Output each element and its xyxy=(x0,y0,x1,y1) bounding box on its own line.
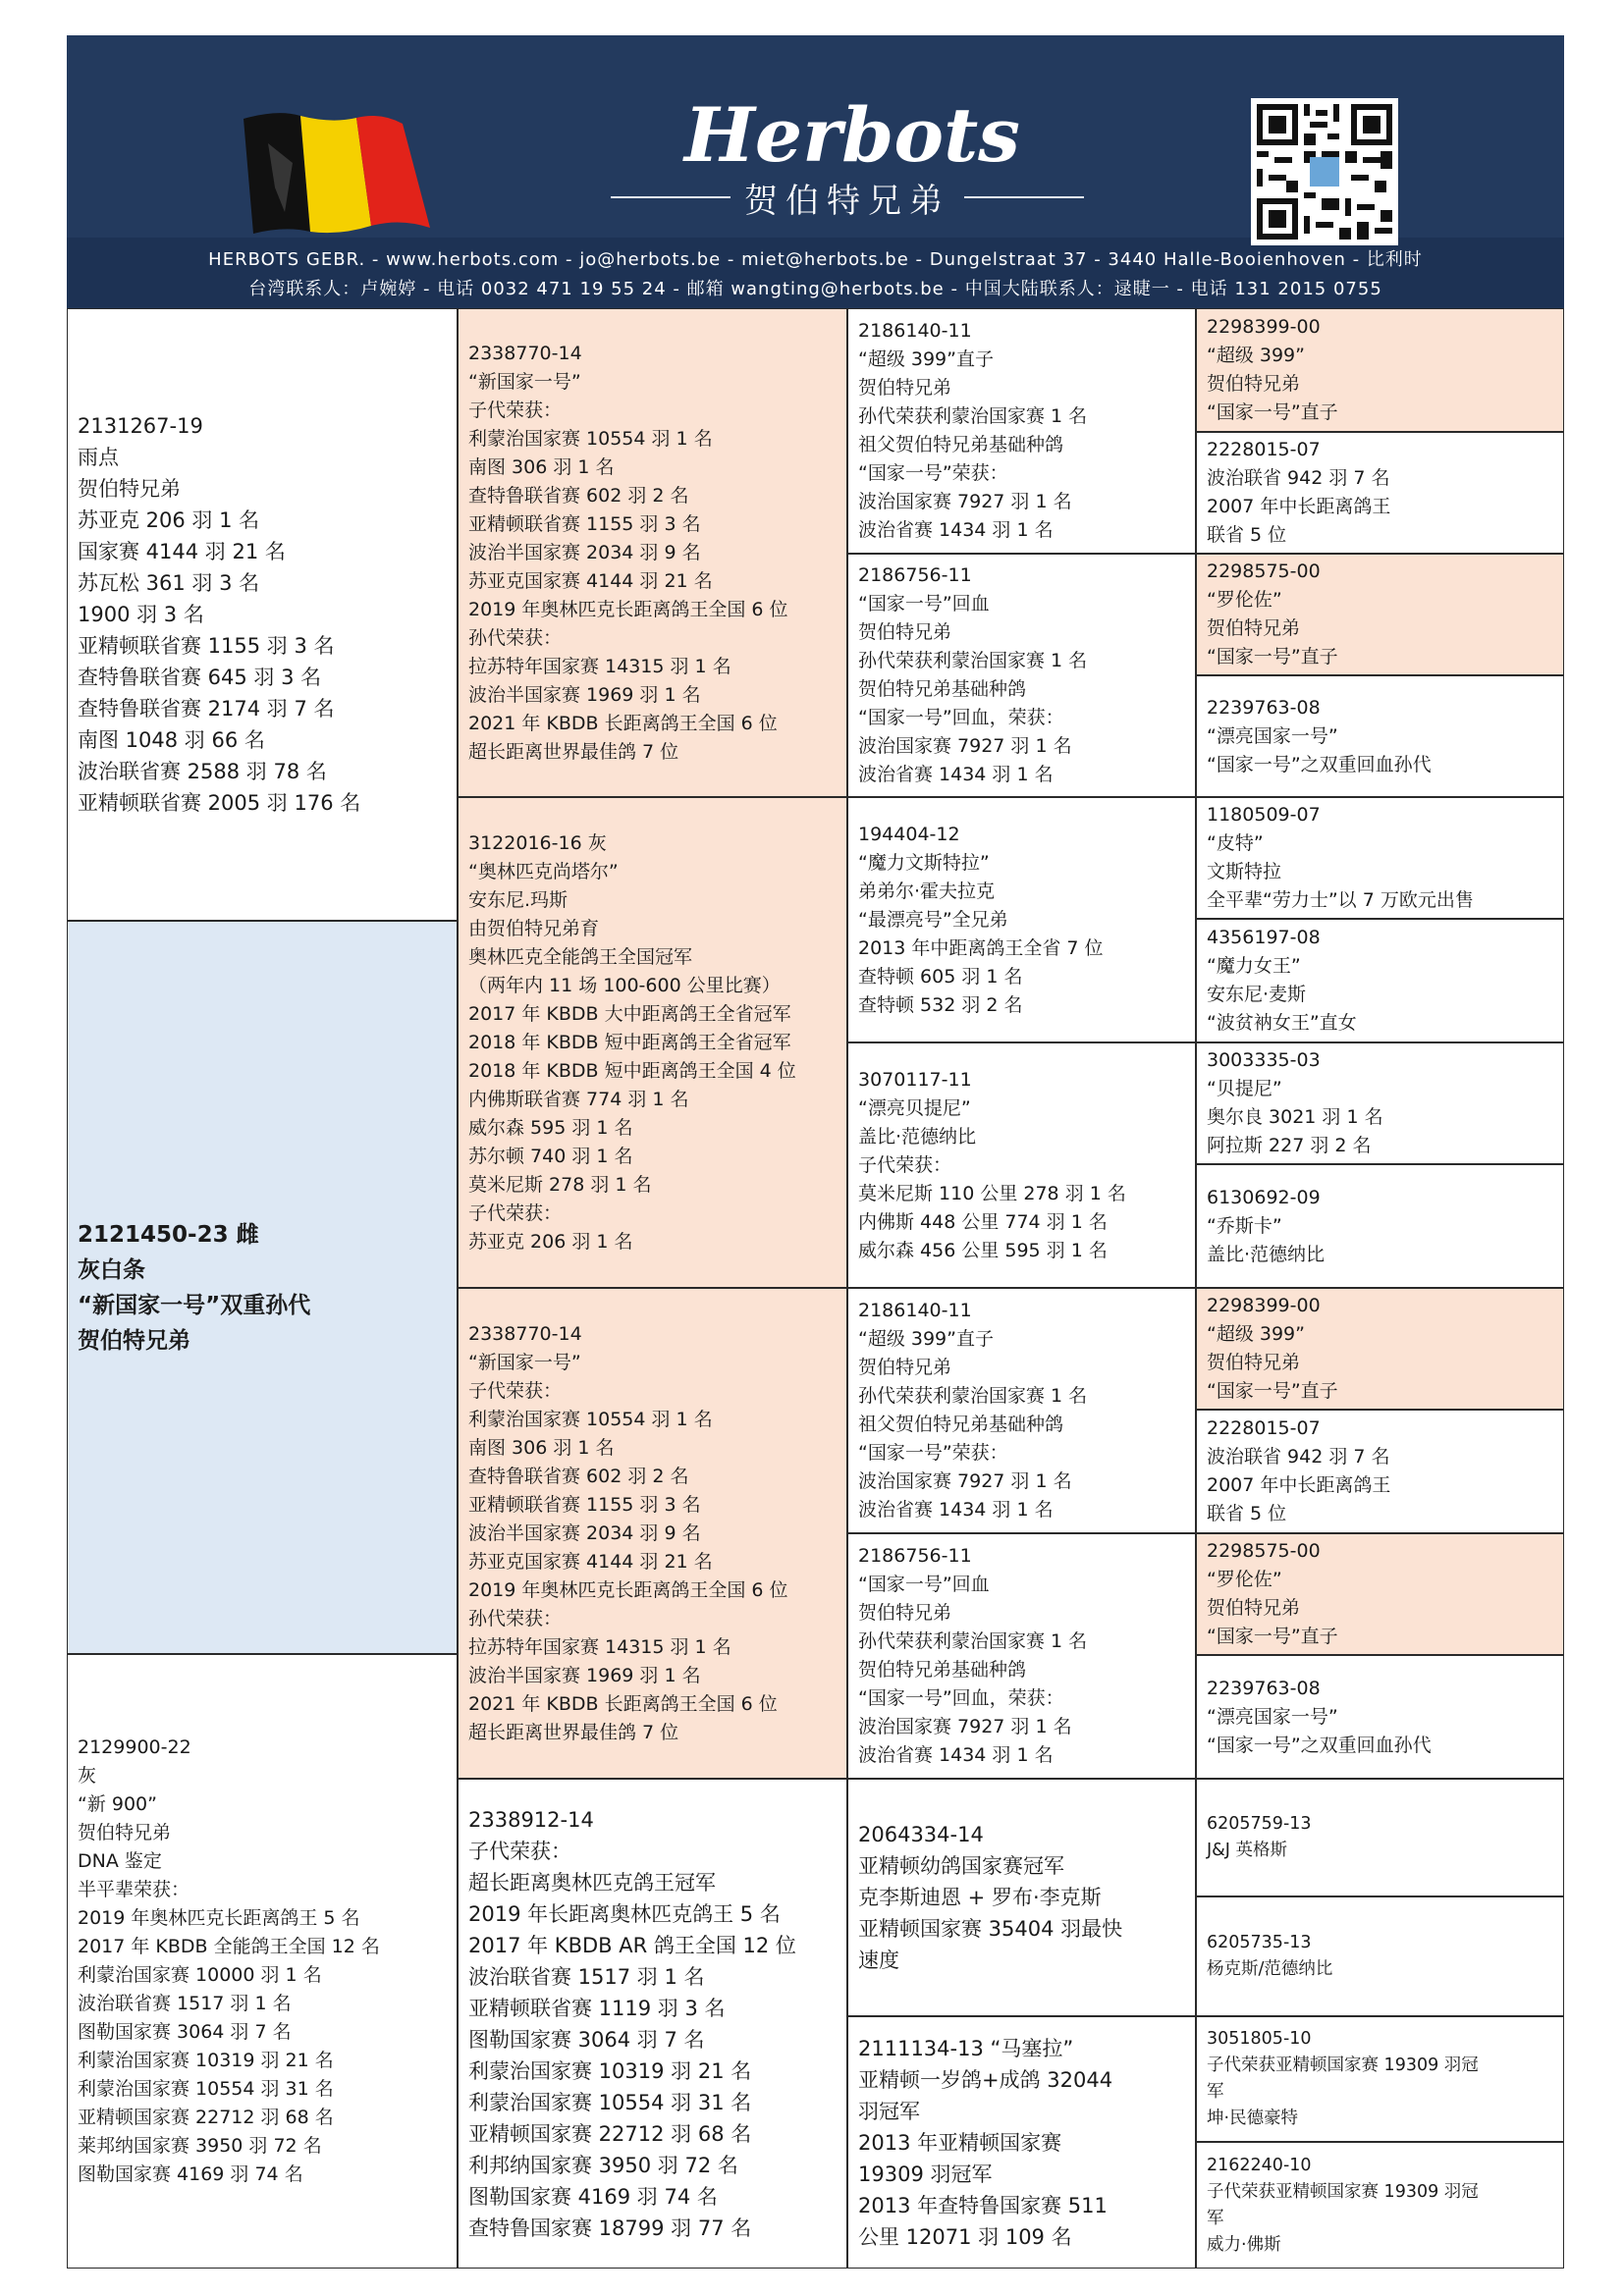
pedigree-line: 波治国家赛 7927 羽 1 名 xyxy=(858,1470,1072,1492)
pedigree-line: 2019 年长距离奥林匹克鸽王 5 名 xyxy=(468,1901,781,1926)
pedigree-line: 贺伯特兄弟 xyxy=(858,1602,952,1624)
pedigree-line: “国家一号”回血，荣获： xyxy=(858,707,1064,728)
subtitle-rule-left xyxy=(611,196,731,198)
great-grandparent-cell xyxy=(847,797,1196,1042)
pedigree-line: 亚精顿一岁鸽+成鸽 32044 xyxy=(858,2067,1113,2092)
pedigree-line: 2298399-00 xyxy=(1207,316,1321,338)
brand-subtitle xyxy=(597,173,1098,222)
ancestor-cell-text xyxy=(1207,1292,1553,1406)
pedigree-line: “新国家一号” xyxy=(468,370,581,393)
ancestor-cell-text xyxy=(1207,1675,1553,1760)
pedigree-line: 2186756-11 xyxy=(858,564,972,586)
pedigree-line: 内佛斯 448 公里 774 羽 1 名 xyxy=(858,1210,1108,1233)
pedigree-line: 19309 羽冠军 xyxy=(858,2162,993,2186)
pedigree-line: 图勒国家赛 4169 羽 74 名 xyxy=(468,2184,718,2209)
ancestor-cell-text xyxy=(1207,558,1553,671)
pedigree-line: 2111134-13 “马塞拉” xyxy=(858,2036,1074,2060)
pedigree-line: 利蒙治国家赛 10319 羽 21 名 xyxy=(78,2050,334,2071)
pedigree-line: 查特顿 532 羽 2 名 xyxy=(858,993,1023,1016)
pedigree-line: 查特鲁联省赛 602 羽 2 名 xyxy=(468,1465,689,1487)
pedigree-line: 莫米尼斯 110 公里 278 羽 1 名 xyxy=(858,1182,1126,1204)
pedigree-line: “超级 399” xyxy=(1207,345,1305,366)
pedigree-line: 查特鲁联省赛 602 羽 2 名 xyxy=(468,484,689,507)
pedigree-line: 贺伯特兄弟 xyxy=(1207,373,1301,395)
pedigree-line: 超长距离世界最佳鸽 7 位 xyxy=(468,1721,679,1743)
pedigree-line: 内佛斯联省赛 774 羽 1 名 xyxy=(468,1088,689,1110)
pedigree-line: “国家一号”直子 xyxy=(1207,646,1338,667)
pedigree-line: 6205735-13 xyxy=(1207,1933,1312,1952)
great-grandparent-cell xyxy=(847,1779,1196,2016)
great-grandparent-cell xyxy=(847,1042,1196,1288)
pedigree-line: 莱邦纳国家赛 3950 羽 72 名 xyxy=(78,2135,322,2157)
pedigree-line: 奥尔良 3021 羽 1 名 xyxy=(1207,1106,1383,1128)
grandparent-cell xyxy=(458,797,847,1288)
pedigree-line: 盖比·范德纳比 xyxy=(1207,1243,1326,1265)
pedigree-line: 波治省赛 1434 羽 1 名 xyxy=(858,519,1054,541)
pedigree-line: 查特鲁国家赛 18799 羽 77 名 xyxy=(468,2216,752,2240)
pedigree-line: “乔斯卡” xyxy=(1207,1214,1282,1237)
pedigree-line: 2021 年 KBDB 长距离鸽王全国 6 位 xyxy=(468,1692,778,1715)
pedigree-line: 波治联省赛 1517 羽 1 名 xyxy=(468,1964,705,1989)
pedigree-line: 拉苏特年国家赛 14315 羽 1 名 xyxy=(468,1635,731,1658)
great-grandparent-cell xyxy=(847,2016,1196,2269)
pedigree-line: 威尔森 595 羽 1 名 xyxy=(468,1116,633,1139)
great-grandparent-cell-text xyxy=(858,317,1185,545)
pedigree-line: 2021 年 KBDB 长距离鸽王全国 6 位 xyxy=(468,712,778,734)
pedigree-line: 图勒国家赛 4169 羽 74 名 xyxy=(78,2163,303,2185)
pedigree-line: 6130692-09 xyxy=(1207,1186,1321,1208)
grandparent-cell-text xyxy=(468,1320,837,1747)
ancestor-cell xyxy=(1196,2142,1564,2269)
pedigree-line: 2007 年中长距离鸽王 xyxy=(1207,1474,1391,1496)
ancestor-cell-text xyxy=(1207,436,1553,550)
contact-line-1: HERBOTS GEBR. - www.herbots.com - jo@herbots.be - miet@herbots.be - Dungelstraat 37 - 3440 Halle-Booienhoven - 比利时 xyxy=(208,249,1423,270)
pedigree-line: “国家一号”之双重回血孙代 xyxy=(1207,1734,1432,1756)
sire-cell xyxy=(67,308,458,921)
pedigree-line: 波治半国家赛 1969 羽 1 名 xyxy=(468,1664,701,1686)
pedigree-line: 半平辈荣获： xyxy=(78,1879,190,1900)
ancestor-cell xyxy=(1196,2016,1564,2142)
pedigree-line: 亚精顿国家赛 35404 羽最快 xyxy=(858,1917,1123,1941)
pedigree-line: 苏瓦松 361 羽 3 名 xyxy=(78,571,260,595)
pedigree-line: 安东尼·麦斯 xyxy=(1207,984,1307,1005)
pedigree-line: 亚精顿联省赛 2005 羽 176 名 xyxy=(78,791,361,815)
pedigree-line: 威力·佛斯 xyxy=(1207,2234,1281,2255)
pedigree-line: 2186140-11 xyxy=(858,320,972,342)
pedigree-line: 2013 年亚精顿国家赛 xyxy=(858,2130,1062,2155)
pedigree-line: 全平辈“劳力士”以 7 万欧元出售 xyxy=(1207,889,1474,911)
pedigree-line: 阿拉斯 227 羽 2 名 xyxy=(1207,1135,1372,1156)
pedigree-line: 子代荣获： xyxy=(468,1201,563,1224)
pedigree-line: 2338770-14 xyxy=(468,342,582,364)
pedigree-line: 波治国家赛 7927 羽 1 名 xyxy=(858,491,1072,512)
pedigree-line: 2018 年 KBDB 短中距离鸽王全省冠军 xyxy=(468,1031,791,1053)
pedigree-line: 查特鲁联省赛 645 羽 3 名 xyxy=(78,666,322,689)
pedigree-line: 1180509-07 xyxy=(1207,804,1321,826)
pedigree-line: 贺伯特兄弟 xyxy=(1207,1352,1301,1373)
pedigree-line: “国家一号”直子 xyxy=(1207,1380,1338,1402)
pedigree-line: 弟弟尔·霍夫拉克 xyxy=(858,880,996,902)
pedigree-line: “漂亮国家一号” xyxy=(1207,724,1338,747)
pedigree-line: 拉苏特年国家赛 14315 羽 1 名 xyxy=(468,655,731,677)
pedigree-line: 图勒国家赛 3064 羽 7 名 xyxy=(78,2021,292,2043)
grandparent-cell-text xyxy=(468,1804,837,2244)
pedigree-line: DNA 鉴定 xyxy=(78,1850,162,1872)
ancestor-cell xyxy=(1196,308,1564,432)
pedigree-line: 羽冠军 xyxy=(858,2099,920,2123)
ancestor-cell-text xyxy=(1207,2026,1553,2132)
pedigree-line: 利蒙治国家赛 10319 羽 21 名 xyxy=(468,2058,752,2083)
pedigree-line: 祖父贺伯特兄弟基础种鸽 xyxy=(858,1414,1064,1435)
pedigree-line: 波治半国家赛 1969 羽 1 名 xyxy=(468,683,701,706)
pedigree-line: 2228015-07 xyxy=(1207,439,1321,460)
pedigree-line: “波贫衲女王”直女 xyxy=(1207,1012,1357,1034)
pedigree-line: 波治半国家赛 2034 羽 9 名 xyxy=(468,541,701,563)
dam-cell xyxy=(67,1654,458,2269)
pedigree-line: 2186756-11 xyxy=(858,1545,972,1567)
brand-text: Herbots xyxy=(684,91,1020,179)
grandparent-cell xyxy=(458,1779,847,2269)
pedigree-line: “漂亮国家一号” xyxy=(1207,1705,1338,1728)
pedigree-line: 亚精顿联省赛 1119 羽 3 名 xyxy=(468,1996,726,2020)
pedigree-line: 波治国家赛 7927 羽 1 名 xyxy=(858,1716,1072,1737)
great-grandparent-cell xyxy=(847,308,1196,554)
ancestor-cell xyxy=(1196,1410,1564,1533)
pedigree-line: 3122016-16 灰 xyxy=(468,831,607,854)
pedigree-line: 2064334-14 xyxy=(858,1823,984,1846)
pedigree-line: 安东尼.玛斯 xyxy=(468,888,568,911)
pedigree-line: 孙代荣获： xyxy=(468,1607,563,1629)
ancestor-cell-text xyxy=(1207,2153,1553,2259)
pedigree-line: “国家一号”荣获： xyxy=(858,462,1008,484)
pedigree-line: 盖比·范德纳比 xyxy=(858,1125,977,1148)
grandparent-cell xyxy=(458,1288,847,1779)
pedigree-line: J&J 英格斯 xyxy=(1207,1841,1288,1860)
pedigree-line: 杨克斯/范德纳比 xyxy=(1207,1959,1333,1979)
pedigree-line: 2013 年查特鲁国家赛 511 xyxy=(858,2193,1108,2217)
pedigree-line: 2131267-19 xyxy=(78,414,203,438)
grandparent-cell-text xyxy=(468,829,837,1256)
pedigree-line: “罗伦佐” xyxy=(1207,589,1282,611)
pedigree-line: 查特顿 605 羽 1 名 xyxy=(858,965,1023,988)
pedigree-line: 南图 1048 羽 66 名 xyxy=(78,728,265,752)
subject-cell xyxy=(67,921,458,1654)
pedigree-line: 军 xyxy=(1207,2208,1224,2228)
subtitle-rule-right xyxy=(964,196,1084,198)
pedigree-line: （两年内 11 场 100-600 公里比赛） xyxy=(468,974,781,996)
pedigree-line: “奥林匹克尚塔尔” xyxy=(468,860,619,882)
pedigree-line: 亚精顿幼鸽国家赛冠军 xyxy=(858,1854,1064,1878)
pedigree-line: 4356197-08 xyxy=(1207,927,1321,948)
pedigree-line: 波治半国家赛 2034 羽 9 名 xyxy=(468,1522,701,1544)
pedigree-line: 2019 年奥林匹克长距离鸽王 5 名 xyxy=(78,1907,360,1929)
pedigree-line: 由贺伯特兄弟育 xyxy=(468,917,600,939)
great-grandparent-cell xyxy=(847,1533,1196,1779)
pedigree-line: 2017 年 KBDB 大中距离鸽王全省冠军 xyxy=(468,1002,791,1025)
pedigree-line: 贺伯特兄弟 xyxy=(78,477,181,501)
ancestor-cell-text xyxy=(1207,1537,1553,1651)
great-grandparent-cell-text xyxy=(858,1066,1185,1265)
pedigree-line: 2239763-08 xyxy=(1207,1677,1321,1699)
pedigree-line: 利蒙治国家赛 10000 羽 1 名 xyxy=(78,1964,322,1986)
great-grandparent-cell-text xyxy=(858,2033,1185,2253)
pedigree-line: 克李斯迪恩 + 罗布·李克斯 xyxy=(858,1886,1102,1909)
ancestor-cell-text xyxy=(1207,801,1553,915)
pedigree-line: 贺伯特兄弟 xyxy=(858,1357,952,1378)
contact-line-2: 台湾联系人：卢婉婷 - 电话 0032 471 19 55 24 - 邮箱 wangting@herbots.be - 中国大陆联系人：逯睫一 - 电话 131 2015 0755 xyxy=(248,279,1382,299)
pedigree-line: 1900 羽 3 名 xyxy=(78,603,204,626)
sire-cell-text xyxy=(78,410,447,819)
pedigree-line: “国家一号”之双重回血孙代 xyxy=(1207,753,1432,775)
pedigree-line: 波治国家赛 7927 羽 1 名 xyxy=(858,735,1072,757)
ancestor-cell xyxy=(1196,1164,1564,1288)
pedigree-line: 子代荣获亚精顿国家赛 19309 羽冠 xyxy=(1207,2056,1479,2075)
pedigree-line: 利蒙治国家赛 10554 羽 31 名 xyxy=(78,2078,334,2100)
ancestor-cell-text xyxy=(1207,924,1553,1038)
pedigree-line: 贺伯特兄弟 xyxy=(858,377,952,399)
ancestor-cell xyxy=(1196,1288,1564,1410)
ancestor-cell xyxy=(1196,554,1564,675)
pedigree-line: 亚精顿国家赛 22712 羽 68 名 xyxy=(468,2121,752,2146)
pedigree-line: 利蒙治国家赛 10554 羽 1 名 xyxy=(468,1408,713,1430)
pedigree-line: “国家一号”回血，荣获： xyxy=(858,1687,1064,1709)
pedigree-line: 波治联省 942 羽 7 名 xyxy=(1207,467,1390,489)
pedigree-line: 2338770-14 xyxy=(468,1322,582,1345)
header-banner xyxy=(67,35,1564,308)
pedigree-line: 2017 年 KBDB AR 鸽王全国 12 位 xyxy=(468,1933,796,1957)
pedigree-line: 贺伯特兄弟基础种鸽 xyxy=(858,678,1027,700)
pedigree-line: 子代荣获： xyxy=(468,1839,571,1863)
pedigree-line: 2228015-07 xyxy=(1207,1417,1321,1439)
pedigree-line: 贺伯特兄弟 xyxy=(1207,1597,1301,1619)
pedigree-line: 利蒙治国家赛 10554 羽 1 名 xyxy=(468,427,713,450)
pedigree-line: 2298575-00 xyxy=(1207,561,1321,582)
ancestor-cell-text xyxy=(1207,1184,1553,1269)
pedigree-line: “新 900” xyxy=(78,1793,157,1815)
pedigree-line: 孙代荣获利蒙治国家赛 1 名 xyxy=(858,405,1088,427)
pedigree-line: “皮特” xyxy=(1207,832,1264,854)
qr-code-icon[interactable] xyxy=(1251,98,1398,245)
pedigree-line: 祖父贺伯特兄弟基础种鸽 xyxy=(858,434,1064,455)
ancestor-cell xyxy=(1196,1896,1564,2016)
pedigree-line: 贺伯特兄弟基础种鸽 xyxy=(858,1659,1027,1681)
pedigree-line: 苏亚克国家赛 4144 羽 21 名 xyxy=(468,1550,713,1573)
pedigree-line: 亚精顿联省赛 1155 羽 3 名 xyxy=(468,512,701,535)
dam-cell-text xyxy=(78,1734,447,2189)
pedigree-line: 文斯特拉 xyxy=(1207,861,1282,882)
pedigree-line: 子代荣获亚精顿国家赛 19309 羽冠 xyxy=(1207,2181,1479,2202)
ancestor-cell-text xyxy=(1207,1811,1553,1864)
great-grandparent-cell-text xyxy=(858,1542,1185,1770)
pedigree-line: 联省 5 位 xyxy=(1207,1503,1287,1524)
pedigree-line: 孙代荣获： xyxy=(468,626,563,649)
ancestor-cell xyxy=(1196,1655,1564,1779)
pedigree-line: “国家一号”直子 xyxy=(1207,1626,1338,1647)
ancestor-cell-text xyxy=(1207,1930,1553,1983)
pedigree-line: 波治省赛 1434 羽 1 名 xyxy=(858,1499,1054,1521)
pedigree-line: 波治联省 942 羽 7 名 xyxy=(1207,1446,1390,1468)
belgian-flag-logo xyxy=(224,104,460,241)
pedigree-line: 2186140-11 xyxy=(858,1300,972,1321)
ancestor-cell xyxy=(1196,1533,1564,1655)
pedigree-line: 2129900-22 xyxy=(78,1736,191,1758)
great-grandparent-cell xyxy=(847,1288,1196,1533)
ancestor-cell xyxy=(1196,1042,1564,1164)
pedigree-line: 超长距离奥林匹克鸽王冠军 xyxy=(468,1870,716,1895)
pedigree-line: 奥林匹克全能鸽王全国冠军 xyxy=(468,945,693,968)
pedigree-line: 2017 年 KBDB 全能鸽王全国 12 名 xyxy=(78,1936,380,1957)
great-grandparent-cell-text xyxy=(858,561,1185,789)
pedigree-line: 孙代荣获利蒙治国家赛 1 名 xyxy=(858,1630,1088,1652)
pedigree-line: “超级 399”直子 xyxy=(858,348,994,370)
pedigree-line: 雨点 xyxy=(78,446,119,469)
great-grandparent-cell xyxy=(847,554,1196,797)
pedigree-line: “罗伦佐” xyxy=(1207,1569,1282,1590)
pedigree-line: “超级 399”直子 xyxy=(858,1328,994,1350)
great-grandparent-cell-text xyxy=(858,1297,1185,1524)
pedigree-line: 2298575-00 xyxy=(1207,1540,1321,1562)
herbots-logo xyxy=(636,84,1068,183)
ancestor-cell-text xyxy=(1207,1415,1553,1528)
pedigree-line: “国家一号”回血 xyxy=(858,1574,990,1595)
pedigree-line: 子代荣获： xyxy=(858,1153,952,1176)
ancestor-cell-text xyxy=(1207,1046,1553,1160)
pedigree-line: “新国家一号”双重孙代 xyxy=(78,1292,311,1318)
pedigree-line: 波治联省赛 1517 羽 1 名 xyxy=(78,1993,292,2014)
pedigree-line: 亚精顿联省赛 1155 羽 3 名 xyxy=(468,1493,701,1516)
pedigree-line: “魔力女王” xyxy=(1207,955,1301,977)
pedigree-line: 贺伯特兄弟 xyxy=(78,1822,172,1843)
pedigree-line: 子代荣获： xyxy=(468,399,563,421)
pedigree-line: 3051805-10 xyxy=(1207,2029,1312,2049)
pedigree-line: 灰白条 xyxy=(78,1256,145,1283)
pedigree-line: 贺伯特兄弟 xyxy=(78,1327,190,1354)
pedigree-line: 贺伯特兄弟 xyxy=(858,621,952,643)
pedigree-line: “国家一号”回血 xyxy=(858,593,990,614)
pedigree-line: 苏尔顿 740 羽 1 名 xyxy=(468,1145,633,1167)
pedigree-line: 2007 年中长距离鸽王 xyxy=(1207,496,1391,517)
pedigree-line: 贺伯特兄弟 xyxy=(1207,617,1301,639)
pedigree-line: “国家一号”直子 xyxy=(1207,401,1338,423)
ancestor-cell-text xyxy=(1207,313,1553,427)
pedigree-line: 公里 12071 羽 109 名 xyxy=(858,2224,1072,2249)
pedigree-line: “魔力文斯特拉” xyxy=(858,851,990,874)
pedigree-line: 灰 xyxy=(78,1765,97,1787)
pedigree-line: “国家一号”荣获： xyxy=(858,1442,1008,1464)
pedigree-line: 莫米尼斯 278 羽 1 名 xyxy=(468,1173,652,1196)
pedigree-line: 2338912-14 xyxy=(468,1807,594,1832)
ancestor-cell xyxy=(1196,675,1564,797)
ancestor-cell xyxy=(1196,432,1564,554)
pedigree-line: 波治省赛 1434 羽 1 名 xyxy=(858,764,1054,785)
pedigree-line: 3070117-11 xyxy=(858,1068,972,1091)
grandparent-cell xyxy=(458,308,847,797)
pedigree-line: 2239763-08 xyxy=(1207,696,1321,719)
pedigree-line: 苏亚克 206 羽 1 名 xyxy=(78,508,260,532)
pedigree-line: 苏亚克国家赛 4144 羽 21 名 xyxy=(468,569,713,592)
pedigree-line: “贝提尼” xyxy=(1207,1078,1282,1099)
pedigree-line: 国家赛 4144 羽 21 名 xyxy=(78,540,286,563)
pedigree-line: “最漂亮号”全兄弟 xyxy=(858,908,1008,931)
pedigree-line: 利邦纳国家赛 3950 羽 72 名 xyxy=(468,2153,738,2177)
pedigree-line: 南图 306 羽 1 名 xyxy=(468,1436,615,1459)
pedigree-line: 孙代荣获利蒙治国家赛 1 名 xyxy=(858,650,1088,671)
great-grandparent-cell-text xyxy=(858,1819,1185,1976)
pedigree-line: 2019 年奥林匹克长距离鸽王全国 6 位 xyxy=(468,598,788,620)
ancestor-cell xyxy=(1196,797,1564,919)
pedigree-line: 2298399-00 xyxy=(1207,1295,1321,1316)
ancestor-cell xyxy=(1196,1779,1564,1896)
pedigree-line: “超级 399” xyxy=(1207,1323,1305,1345)
pedigree-line: 孙代荣获利蒙治国家赛 1 名 xyxy=(858,1385,1088,1407)
ancestor-cell-text xyxy=(1207,694,1553,779)
pedigree-line: 军 xyxy=(1207,2082,1224,2102)
pedigree-line: 子代荣获： xyxy=(468,1379,563,1402)
pedigree-line: 威尔森 456 公里 595 羽 1 名 xyxy=(858,1239,1108,1261)
pedigree-line: 苏亚克 206 羽 1 名 xyxy=(468,1230,633,1253)
pedigree-line: 波治省赛 1434 羽 1 名 xyxy=(858,1744,1054,1766)
pedigree-line: 2019 年奥林匹克长距离鸽王全国 6 位 xyxy=(468,1578,788,1601)
pedigree-line: 波治联省赛 2588 羽 78 名 xyxy=(78,760,327,783)
great-grandparent-cell-text xyxy=(858,821,1185,1020)
pedigree-line: 速度 xyxy=(858,1949,899,1972)
pedigree-line: 查特鲁联省赛 2174 羽 7 名 xyxy=(78,697,335,721)
pedigree-line: 亚精顿联省赛 1155 羽 3 名 xyxy=(78,634,335,658)
pedigree-line: “新国家一号” xyxy=(468,1351,581,1373)
ancestor-cell xyxy=(1196,919,1564,1042)
pedigree-line: 2121450-23 雌 xyxy=(78,1221,259,1248)
pedigree-line: 图勒国家赛 3064 羽 7 名 xyxy=(468,2027,705,2052)
pedigree-line: 超长距离世界最佳鸽 7 位 xyxy=(468,740,679,763)
pedigree-line: 2013 年中距离鸽王全省 7 位 xyxy=(858,936,1104,959)
pedigree-line: 南图 306 羽 1 名 xyxy=(468,455,615,478)
subject-cell-text xyxy=(78,1217,447,1359)
pedigree-line: 3003335-03 xyxy=(1207,1049,1321,1071)
pedigree-line: 利蒙治国家赛 10554 羽 31 名 xyxy=(468,2090,752,2114)
pedigree-line: 2162240-10 xyxy=(1207,2155,1312,2175)
pedigree-line: 坤·民德豪特 xyxy=(1207,2109,1299,2128)
pedigree-line: 6205759-13 xyxy=(1207,1814,1312,1834)
subtitle-text: 贺伯特兄弟 xyxy=(744,181,950,221)
pedigree-line: 联省 5 位 xyxy=(1207,524,1287,546)
pedigree-line: 194404-12 xyxy=(858,823,960,845)
pedigree-line: 亚精顿国家赛 22712 羽 68 名 xyxy=(78,2107,334,2128)
pedigree-line: 2018 年 KBDB 短中距离鸽王全国 4 位 xyxy=(468,1059,796,1082)
pedigree-line: “漂亮贝提尼” xyxy=(858,1096,971,1119)
grandparent-cell-text xyxy=(468,340,837,767)
